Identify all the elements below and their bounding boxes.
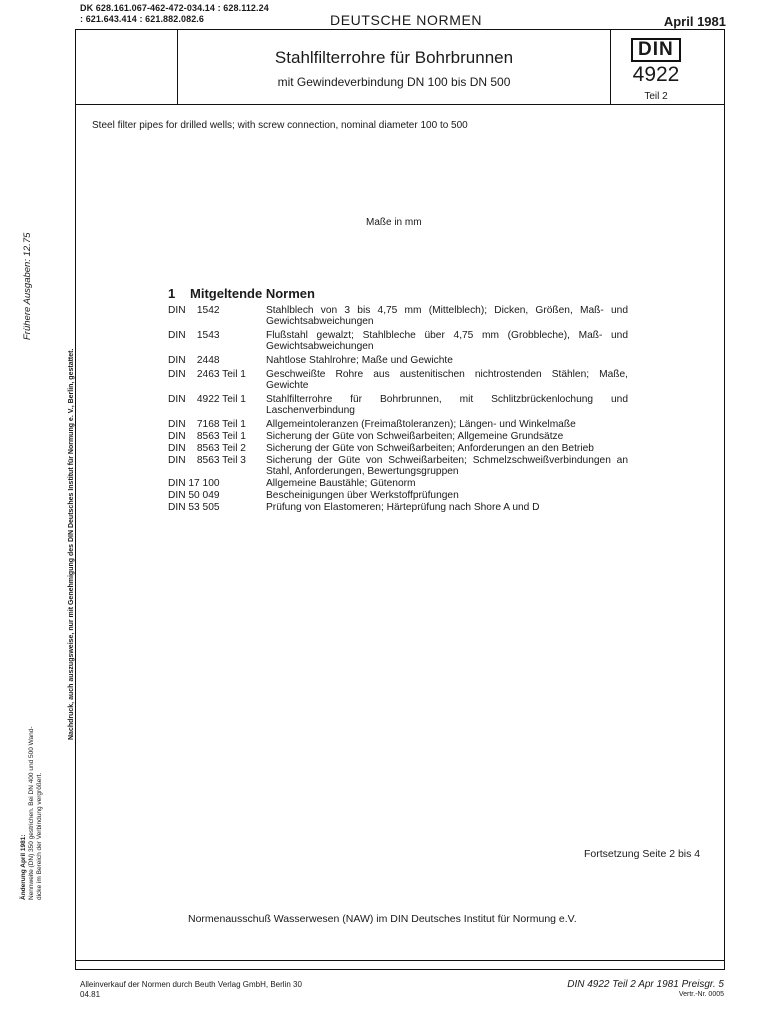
reference-code: DIN 17 100: [168, 478, 220, 489]
dk-classification-line-1: DK 628.161.067-462-472-034.14 : 628.112.24: [80, 3, 269, 13]
reference-code: DIN 2463 Teil 1: [168, 369, 246, 380]
committee-line: Normenausschuß Wasserwesen (NAW) im DIN Deutsches Institut für Normung e.V.: [188, 913, 577, 925]
reference-description: Sicherung der Güte von Schweißarbeiten; Allgemeine Grundsätze: [266, 431, 564, 442]
footer-document-ref: [567, 979, 724, 999]
reference-row: [168, 490, 628, 501]
document-title: Stahlfilterrohre für Bohrbrunnen: [274, 48, 514, 67]
earlier-editions-note: Frühere Ausgaben: 12.75: [22, 232, 33, 340]
amendment-line-1: Nennweite (DN) 350 gestrichen. Bei DN 400 und 500 Wand-: [28, 726, 35, 900]
reference-code: DIN 1542: [168, 305, 220, 316]
title-block-right-divider: [610, 29, 611, 105]
reference-row: [168, 419, 628, 430]
issue-date: April 1981: [663, 14, 726, 29]
reference-code: DIN 50 049: [168, 490, 220, 501]
dk-classification-line-2: : 621.643.414 : 621.882.082.6: [80, 14, 204, 24]
din-number: 4922: [632, 63, 680, 86]
reference-row: [168, 455, 628, 477]
reference-row: [168, 394, 628, 416]
reference-code: DIN 1543: [168, 330, 220, 341]
reference-row: [168, 330, 628, 352]
reference-row: [168, 478, 628, 489]
reference-code: DIN 4922 Teil 1: [168, 394, 246, 405]
reference-description: Prüfung von Elastomeren; Härteprüfung nach Shore A und D: [266, 502, 540, 513]
reference-description: Sicherung der Güte von Schweißarbeiten; Anforderungen an den Betrieb: [266, 443, 594, 454]
reference-description: Geschweißte Rohre aus austenitischen nichtrostenden Stählen; Maße, Gewichte: [266, 369, 628, 391]
document-subtitle: mit Gewindeverbindung DN 100 bis DN 500: [277, 75, 511, 89]
reference-row: [168, 369, 628, 391]
reference-row: [168, 443, 628, 454]
english-title: Steel filter pipes for drilled wells; with screw connection, nominal diameter 100 to 500: [92, 120, 468, 131]
continuation-note: Fortsetzung Seite 2 bis 4: [584, 848, 701, 860]
units-note: Maße in mm: [366, 217, 422, 228]
footer-print-date: 04.81: [80, 990, 101, 999]
reference-description: Allgemeine Baustähle; Gütenorm: [266, 478, 416, 489]
footer-din-reference: DIN 4922 Teil 2 Apr 1981 Preisgr. 5: [567, 979, 724, 990]
din-logo: DIN: [631, 38, 681, 62]
section-heading: [168, 286, 315, 301]
amendment-title: Änderung April 1981:: [20, 834, 27, 900]
section-number: 1: [168, 286, 176, 301]
reference-description: Bescheinigungen über Werkstoffprüfungen: [266, 490, 459, 501]
reference-code: DIN 53 505: [168, 502, 220, 513]
footer-sales-line: Alleinverkauf der Normen durch Beuth Verlag GmbH, Berlin 30: [80, 980, 302, 989]
title-block-divider: [75, 104, 725, 105]
reference-description: Nahtlose Stahlrohre; Maße und Gewichte: [266, 355, 453, 366]
amendment-note: [20, 726, 44, 900]
din-part: Teil 2: [644, 91, 668, 102]
reference-description: Allgemeintoleranzen (Freimaßtoleranzen); Längen- und Winkelmaße: [266, 419, 576, 430]
reference-code: DIN 2448: [168, 355, 220, 366]
reference-description: Sicherung der Güte von Schweißarbeiten; Schmelzschweißverbindungen an Stahl, Anforderungen, Bewertungsgruppen: [266, 455, 628, 477]
reference-row: [168, 305, 628, 327]
reprint-notice: Nachdruck, auch auszugsweise, nur mit Genehmigung des DIN Deutsches Institut für Normung e. V., Berlin, gestattet.: [68, 348, 75, 740]
reference-row: [168, 431, 628, 442]
reference-description: Stahlblech von 3 bis 4,75 mm (Mittelblech); Dicken, Größen, Maß- und Gewichtsabweichungen: [266, 305, 628, 327]
footer-divider: [75, 960, 725, 961]
section-title: Mitgeltende Normen: [190, 286, 315, 301]
standards-series: DEUTSCHE NORMEN: [330, 12, 483, 28]
amendment-line-2: dicke im Bereich der Verbindung vergrößert.: [36, 772, 43, 900]
reference-description: Flußstahl gewalzt; Stahlbleche über 4,75 mm (Grobbleche), Maß- und Gewichtsabweichungen: [266, 330, 628, 352]
footer-sales-note: [80, 980, 302, 1000]
reference-row: [168, 502, 628, 513]
reference-code: DIN 7168 Teil 1: [168, 419, 246, 430]
footer-distribution-number: Vertr.-Nr. 0005: [678, 991, 724, 998]
reference-description: Stahlfilterrohre für Bohrbrunnen, mit Schlitzbrückenlochung und Laschenverbindung: [266, 394, 628, 416]
reference-code: DIN 8563 Teil 2: [168, 443, 246, 454]
reference-row: [168, 355, 628, 366]
reference-list: [168, 305, 628, 514]
reference-code: DIN 8563 Teil 3: [168, 455, 246, 466]
reference-code: DIN 8563 Teil 1: [168, 431, 246, 442]
